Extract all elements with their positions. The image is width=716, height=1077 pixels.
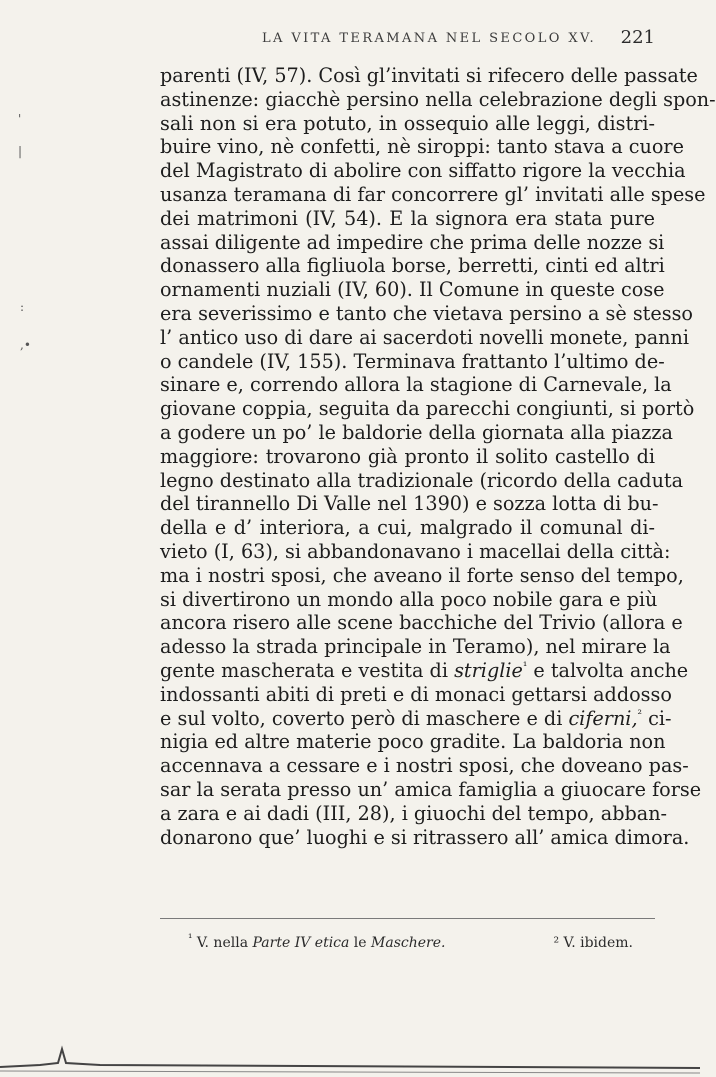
text-line: indossanti abiti di preti e di monaci gettarsi addosso <box>160 682 672 706</box>
text-line: della e d’ interiora, a cui, malgrado il comunal di- <box>160 516 655 540</box>
margin-mark: | <box>18 144 23 158</box>
footnote-2: ² V. ibidem. <box>553 935 633 951</box>
page-edge-shadow <box>0 1027 700 1077</box>
body-text <box>160 64 716 849</box>
text-line: sar la serata presso un’ amica famiglia a giuocare forse <box>160 777 702 801</box>
text-line: adesso la strada principale in Teramo), nel mirare la <box>160 635 671 659</box>
text-line: usanza teramana di far concorrere gl’ invitati alle spese <box>160 182 706 206</box>
text-line: o candele (IV, 155). Terminava frattanto l’ultimo de- <box>160 349 665 373</box>
text-line: si divertirono un mondo alla poco nobile gara e più <box>160 587 658 611</box>
text-line: del Magistrato di abolire con siffatto rigore la vecchia <box>160 159 686 183</box>
text-line: era severissimo e tanto che vietava persino a sè stesso <box>160 301 693 325</box>
text-line: ancora risero alle scene bacchiche del Trivio (allora e <box>160 611 683 635</box>
text-line: donassero alla figliuola borse, berretti, cinti ed altri <box>160 254 665 278</box>
text-line: sinare e, correndo allora la stagione di Carnevale, la <box>160 373 672 397</box>
text-line: maggiore: trovarono già pronto il solito castello di <box>160 444 655 468</box>
text-line: l’ antico uso di dare ai sacerdoti novelli monete, panni <box>160 325 690 349</box>
text-line: parenti (IV, 57). Così gl’invitati si rifecero delle passate <box>160 64 698 87</box>
footnote-1: $^{^1}$ V. nella Parte IV etica le Maschere. <box>188 931 446 951</box>
text-line: donarono que’ luoghi e si ritrassero all’ amica dimora. <box>160 825 690 849</box>
text-line: ma i nostri sposi, che aveano il forte senso del tempo, <box>160 563 684 587</box>
text-line: a zara e ai dadi (III, 28), i giuochi del tempo, abban- <box>160 801 668 825</box>
margin-mark: ,• <box>20 338 31 352</box>
text-line: e sul volto, coverto però di maschere e di ciferni,$^{^2}$ ci- <box>160 706 672 730</box>
text-line: nigia ed altre materie poco gradite. La baldoria non <box>160 730 666 754</box>
text-line: del tirannello Di Valle nel 1390) e sozza lotta di bu- <box>160 492 659 516</box>
text-line: legno destinato alla tradizionale (ricordo della caduta <box>160 468 684 492</box>
text-line: assai diligente ad impedire che prima delle nozze si <box>160 230 665 254</box>
margin-mark: ' <box>18 112 22 126</box>
text-line: accennava a cessare e i nostri sposi, che doveano pas- <box>160 754 689 778</box>
text-line: gente mascherata e vestita di striglie$^{^1}$ e talvolta anche <box>160 658 689 682</box>
page-header <box>150 27 655 51</box>
page-number: 221 <box>620 27 655 48</box>
text-line: a godere un po’ le baldorie della giornata alla piazza <box>160 420 673 444</box>
text-line: astinenze: giacchè persino nella celebrazione degli spon- <box>160 87 716 111</box>
text-line: vieto (I, 63), si abbandonavano i macellai della città: <box>160 539 671 563</box>
running-head: LA VITA TERAMANA NEL SECOLO XV. <box>262 31 597 46</box>
text-line: dei matrimoni (IV, 54). E la signora era stata pure <box>160 206 655 230</box>
text-line: giovane coppia, seguita da parecchi congiunti, si portò <box>160 397 695 421</box>
text-line: sali non si era potuto, in ossequio alle leggi, distri- <box>160 111 655 135</box>
text-line: ornamenti nuziali (IV, 60). Il Comune in queste cose <box>160 278 665 302</box>
text-line: buire vino, nè confetti, nè siroppi: tanto stava a cuore <box>160 135 684 159</box>
footnote-rule <box>160 918 655 919</box>
margin-mark: : <box>20 300 25 314</box>
